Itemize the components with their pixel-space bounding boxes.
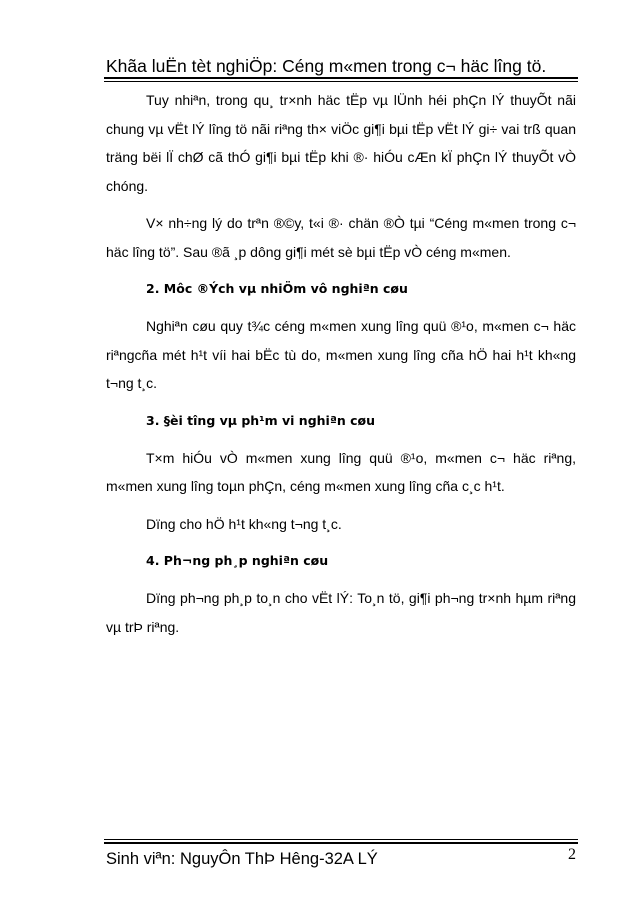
header-rule-thin [104,81,578,82]
body-paragraph: Dïng cho hÖ h¹t kh«ng t¬ng t¸c. [146,515,342,532]
body-paragraph: Dïng ph¬ng ph¸p to¸n cho vËt lÝ: To¸n tö, gi¶i ph¬ng tr×nh hµm riªng vµ trÞ riªng. [106,590,576,635]
body-paragraph: T×m hiÓu vÒ m«men xung lîng quü ®¹o, m«men c¬ häc riªng, m«men xung lîng toµn phÇn, céng m«men xung lîng cña c¸c h¹t. [106,449,576,494]
body-paragraph: Tuy nhiªn, trong qu¸ tr×nh häc tËp vµ lÜnh héi phÇn lÝ thuyÕt nãi chung vµ vËt lÝ lîng tö nãi riªng th× viÖc gi¶i bµi tËp vËt lÝ gi÷ vai trß quan träng bëi lÏ chØ cã thÓ gi¶i bµi tËp khi ®· hiÓu cÆn kÏ phÇn lÝ thuyÕt vÒ chóng. [106,92,576,194]
document-body [106,86,576,650]
page-number: 2 [568,846,576,863]
section-heading: 2. Môc ®Ých vµ nhiÖm vô nghiªn cøu [146,281,408,296]
body-paragraph: V× nh÷ng lý do trªn ®©y, t«i ®· chän ®Ò tµi “Céng m«men trong c¬ häc lîng tö”. Sau ®ã ¸p dông gi¶i mét sè bµi tËp vÒ céng m«men. [106,215,576,260]
footer-rule-thin [104,839,578,840]
body-paragraph: Nghiªn cøu quy t¾c céng m«men xung lîng quü ®¹o, m«men c¬ häc riªngcña mét h¹t víi hai bËc tù do, m«men xung lîng cña hÖ hai h¹t kh«ng t¬ng t¸c. [106,318,576,391]
section-heading: 3. §èi tîng vµ ph¹m vi nghiªn cøu [146,412,376,428]
footer-rule-thick [104,842,578,844]
header-rule-thick [104,77,578,79]
section-heading: 4. Ph¬ng ph¸p nghiªn cøu [146,553,329,568]
footer-author: Sinh viªn: NguyÔn ThÞ Hêng-32A LÝ [106,850,378,868]
page-header-title: Khãa luËn tèt nghiÖp: Céng m«men trong c¬ häc lîng tö. [106,56,547,76]
